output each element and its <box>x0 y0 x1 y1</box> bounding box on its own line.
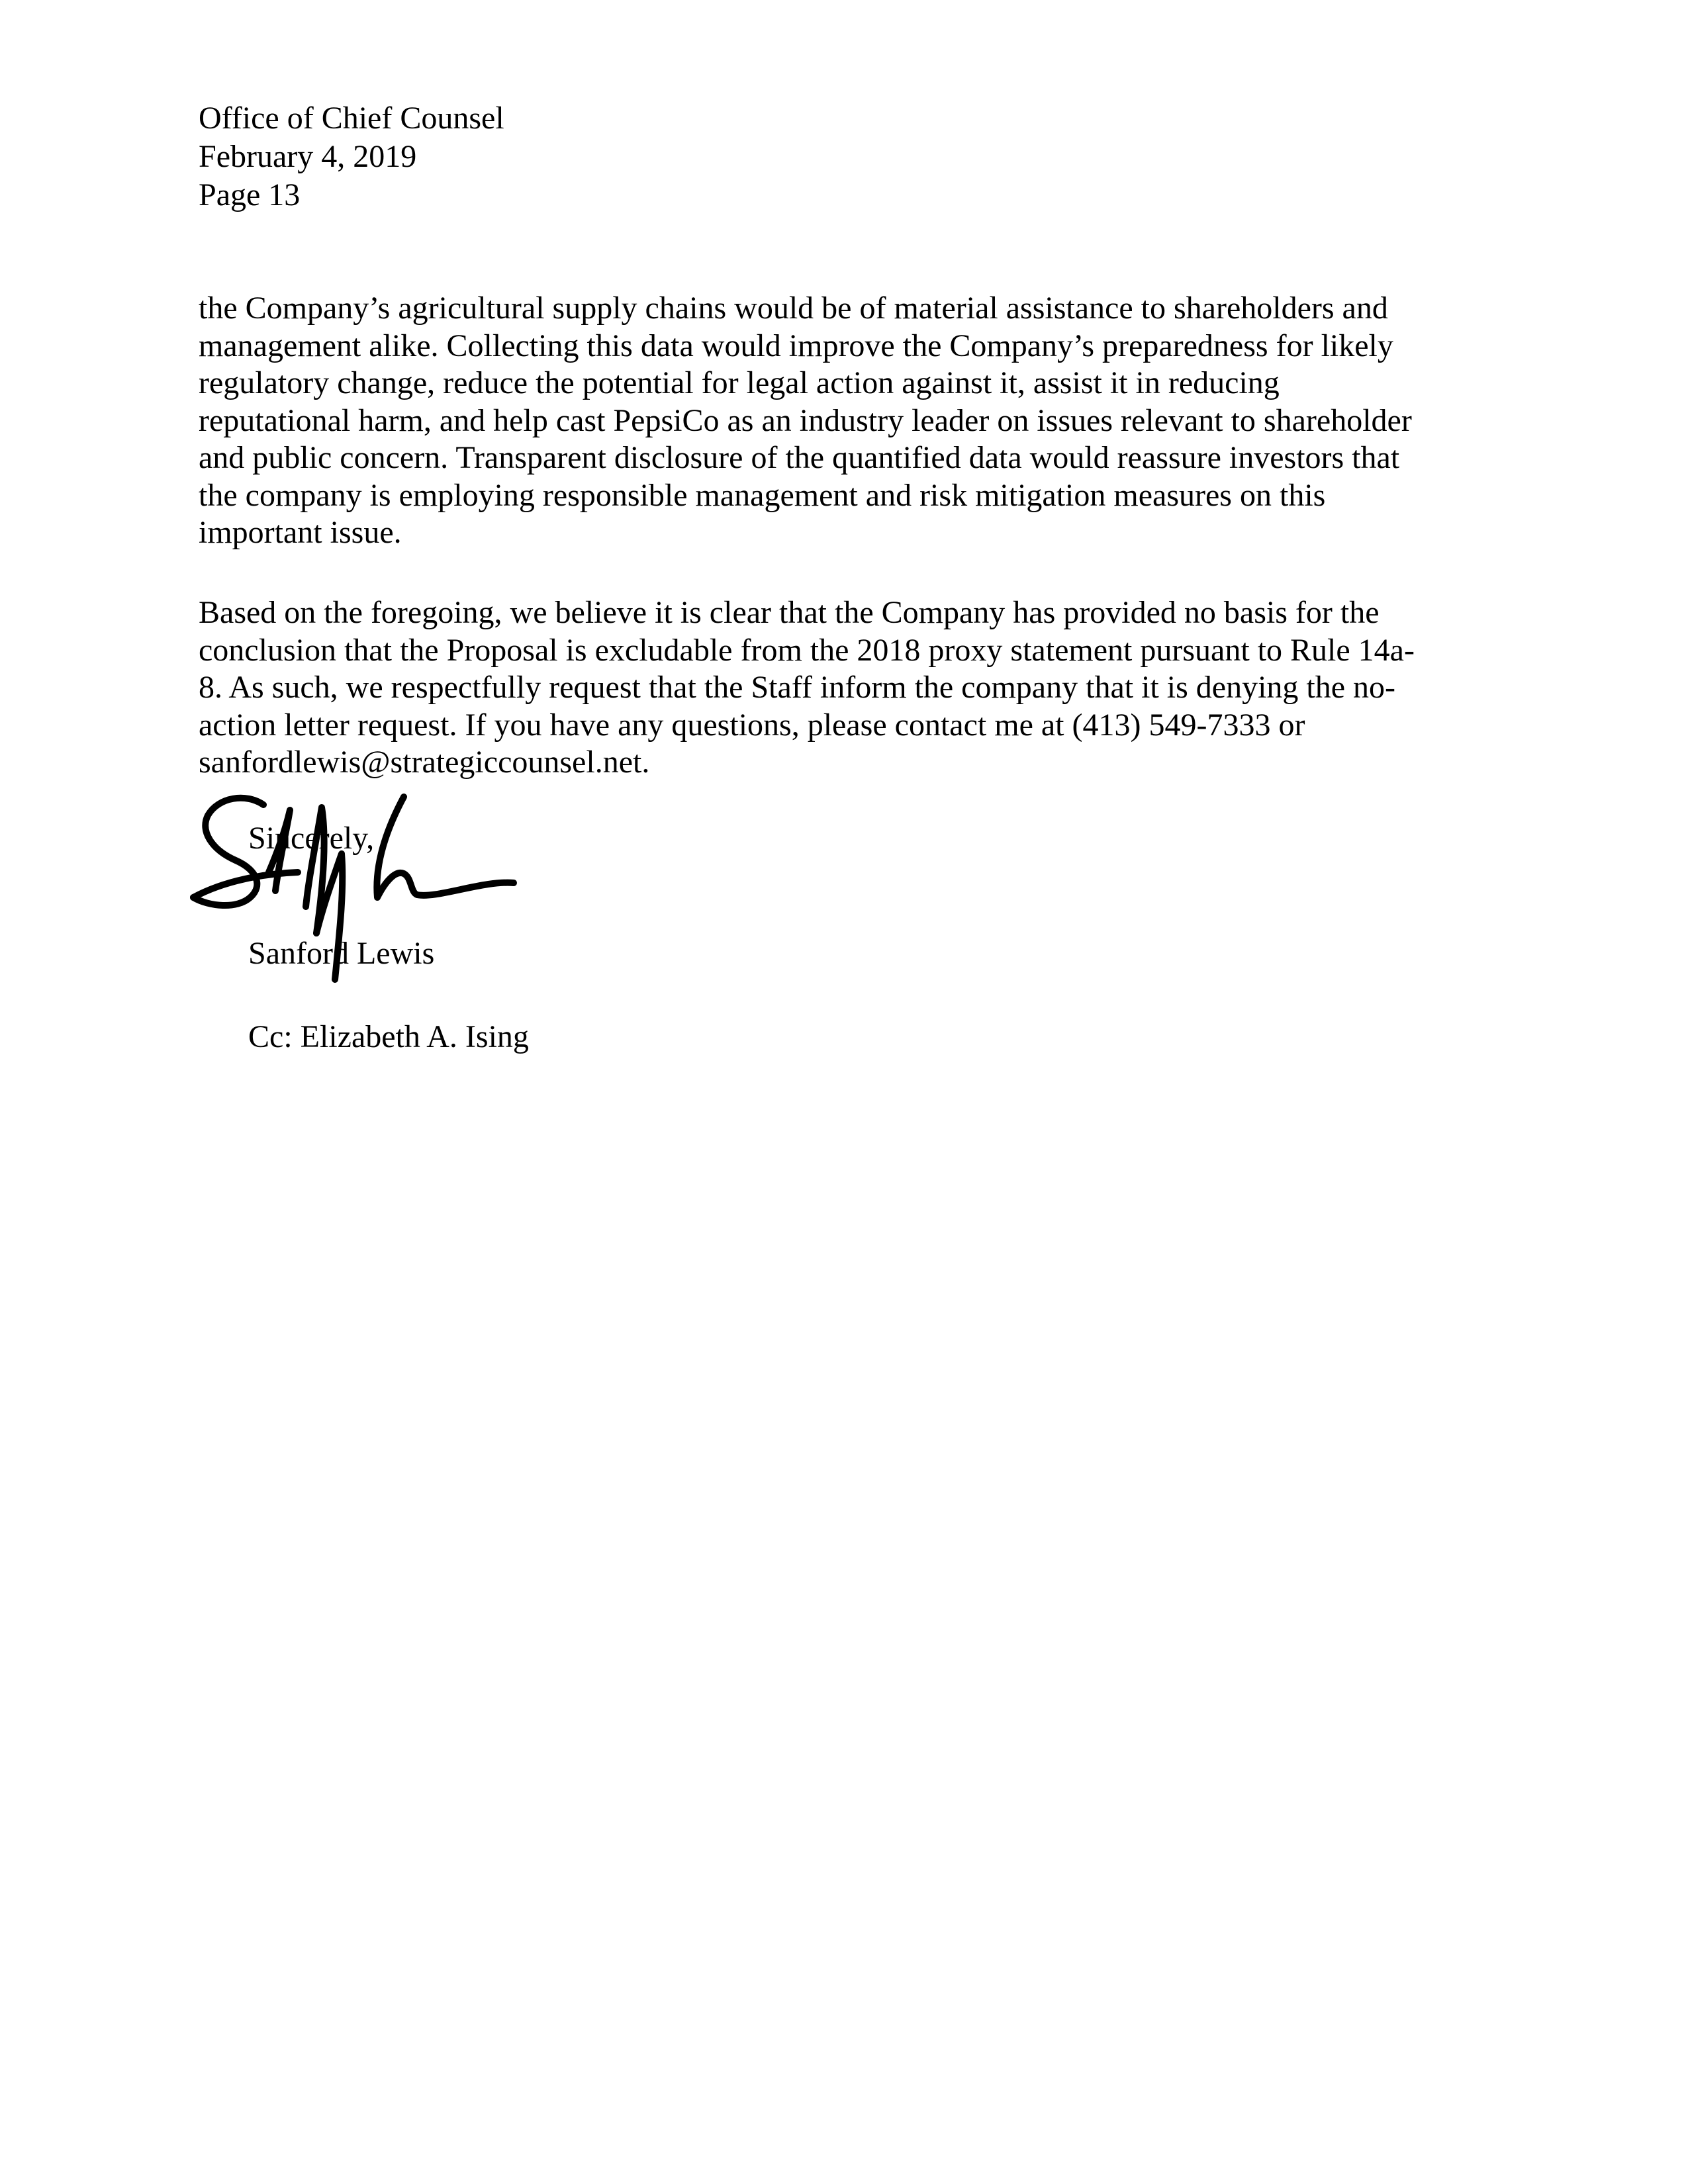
paragraph-line: Based on the foregoing, we believe it is clear that the Company has provided no basis for the <box>199 595 1380 630</box>
paragraph-line: and public concern. Transparent disclosure of the quantified data would reassure investors that <box>199 440 1400 475</box>
paragraph-line: action letter request. If you have any questions, please contact me at (413) 549-7333 or <box>199 707 1305 743</box>
signature-stroke <box>193 872 298 897</box>
signer-name: Sanford Lewis <box>248 936 435 971</box>
body-paragraph-2 <box>199 594 1486 782</box>
page-number: Page 13 <box>199 177 301 212</box>
closing-salutation: Sincerely, <box>248 821 375 856</box>
date-line: February 4, 2019 <box>199 139 417 174</box>
letter-header <box>199 99 504 214</box>
paragraph-line: conclusion that the Proposal is excludable from the 2018 proxy statement pursuant to Rule 14a- <box>199 632 1415 668</box>
paragraph-line: reputational harm, and help cast PepsiCo as an industry leader on issues relevant to shareholder <box>199 402 1412 438</box>
paragraph-line: the company is employing responsible management and risk mitigation measures on this <box>199 477 1326 513</box>
handwritten-signature <box>185 781 530 993</box>
signature-stroke <box>377 797 514 897</box>
paragraph-line: management alike. Collecting this data would improve the Company’s preparedness for likely <box>199 328 1393 363</box>
cc-line: Cc: Elizabeth A. Ising <box>248 1019 529 1054</box>
paragraph-line: important issue. <box>199 515 402 550</box>
paragraph-line: 8. As such, we respectfully request that the Staff inform the company that it is denying the no- <box>199 670 1396 705</box>
email-address-line: sanfordlewis@strategiccounsel.net. <box>199 745 650 780</box>
paragraph-line: the Company’s agricultural supply chains would be of material assistance to shareholders and <box>199 291 1388 326</box>
paragraph-line: regulatory change, reduce the potential for legal action against it, assist it in reducing <box>199 365 1280 400</box>
recipient-line: Office of Chief Counsel <box>199 101 504 136</box>
body-paragraph-1 <box>199 290 1486 552</box>
signature-stroke <box>269 810 290 891</box>
